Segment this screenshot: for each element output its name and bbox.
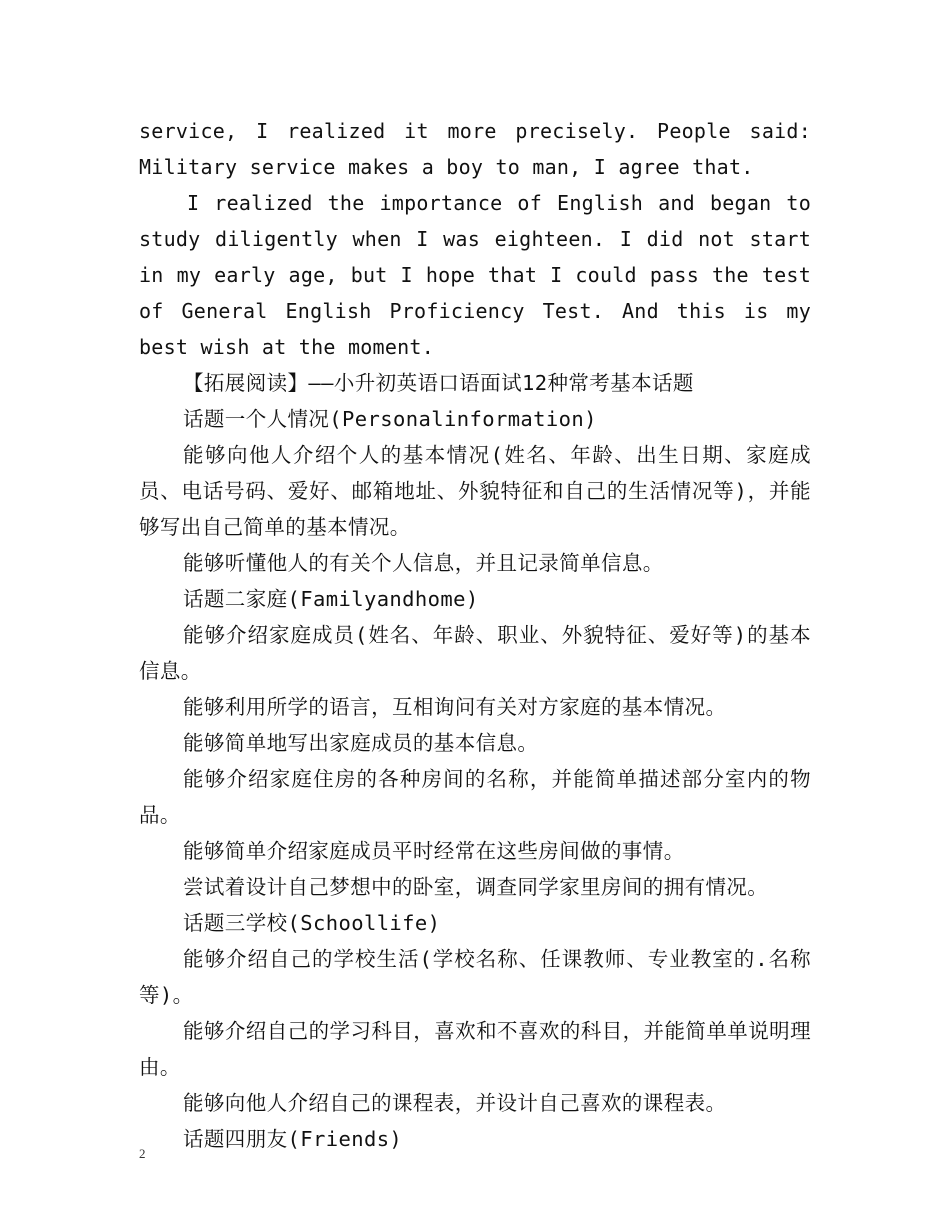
paragraph-military-service: service, I realized it more precisely. People said: Military service makes a boy to man, I agree that. [139, 119, 811, 179]
topic-heading-school-life: 话题三学校(Schoollife) [183, 911, 441, 935]
paragraph-school-life: 能够介绍自己的学校生活(学校名称、任课教师、专业教室的.名称等)。 [139, 947, 811, 1007]
paragraph-family-rooms: 能够介绍家庭住房的各种房间的名称，并能简单描述部分室内的物品。 [139, 767, 811, 827]
paragraph-personal-intro: 能够向他人介绍个人的基本情况(姓名、年龄、出生日期、家庭成员、电话号码、爱好、邮箱地址、外貌特征和自己的生活情况等)，并能够写出自己简单的基本情况。 [139, 443, 811, 539]
topic-heading-friends: 话题四朋友(Friends) [183, 1127, 403, 1151]
paragraph-school-timetable: 能够向他人介绍自己的课程表，并设计自己喜欢的课程表。 [183, 1091, 727, 1115]
page-number: 2 [139, 1146, 146, 1161]
topic-heading-family: 话题二家庭(Familyandhome) [183, 587, 479, 611]
paragraph-school-subjects: 能够介绍自己的学习科目，喜欢和不喜欢的科目，并能简单单说明理由。 [139, 1019, 811, 1079]
paragraph-family-ask: 能够利用所学的语言，互相询问有关对方家庭的基本情况。 [183, 695, 727, 719]
paragraph-family-bedroom: 尝试着设计自己梦想中的卧室，调查同学家里房间的拥有情况。 [183, 875, 769, 899]
paragraph-personal-listen: 能够听懂他人的有关个人信息，并且记录简单信息。 [183, 551, 664, 575]
extended-reading-heading: 【拓展阅读】——小升初英语口语面试12种常考基本话题 [183, 371, 694, 395]
paragraph-family-write: 能够简单地写出家庭成员的基本信息。 [183, 731, 539, 755]
topic-heading-personal-information: 话题一个人情况(Personalinformation) [183, 407, 597, 431]
paragraph-importance-of-english: I realized the importance of English and began to study diligently when I was eighteen. I did not start in my early age, but I hope that I could pass the test of General English Proficiency Test. And this is my best wish at the moment. [139, 191, 811, 359]
paragraph-family-members: 能够介绍家庭成员(姓名、年龄、职业、外貌特征、爱好等)的基本信息。 [139, 623, 811, 683]
document-body [139, 113, 811, 1157]
paragraph-family-activities: 能够简单介绍家庭成员平时经常在这些房间做的事情。 [183, 839, 685, 863]
